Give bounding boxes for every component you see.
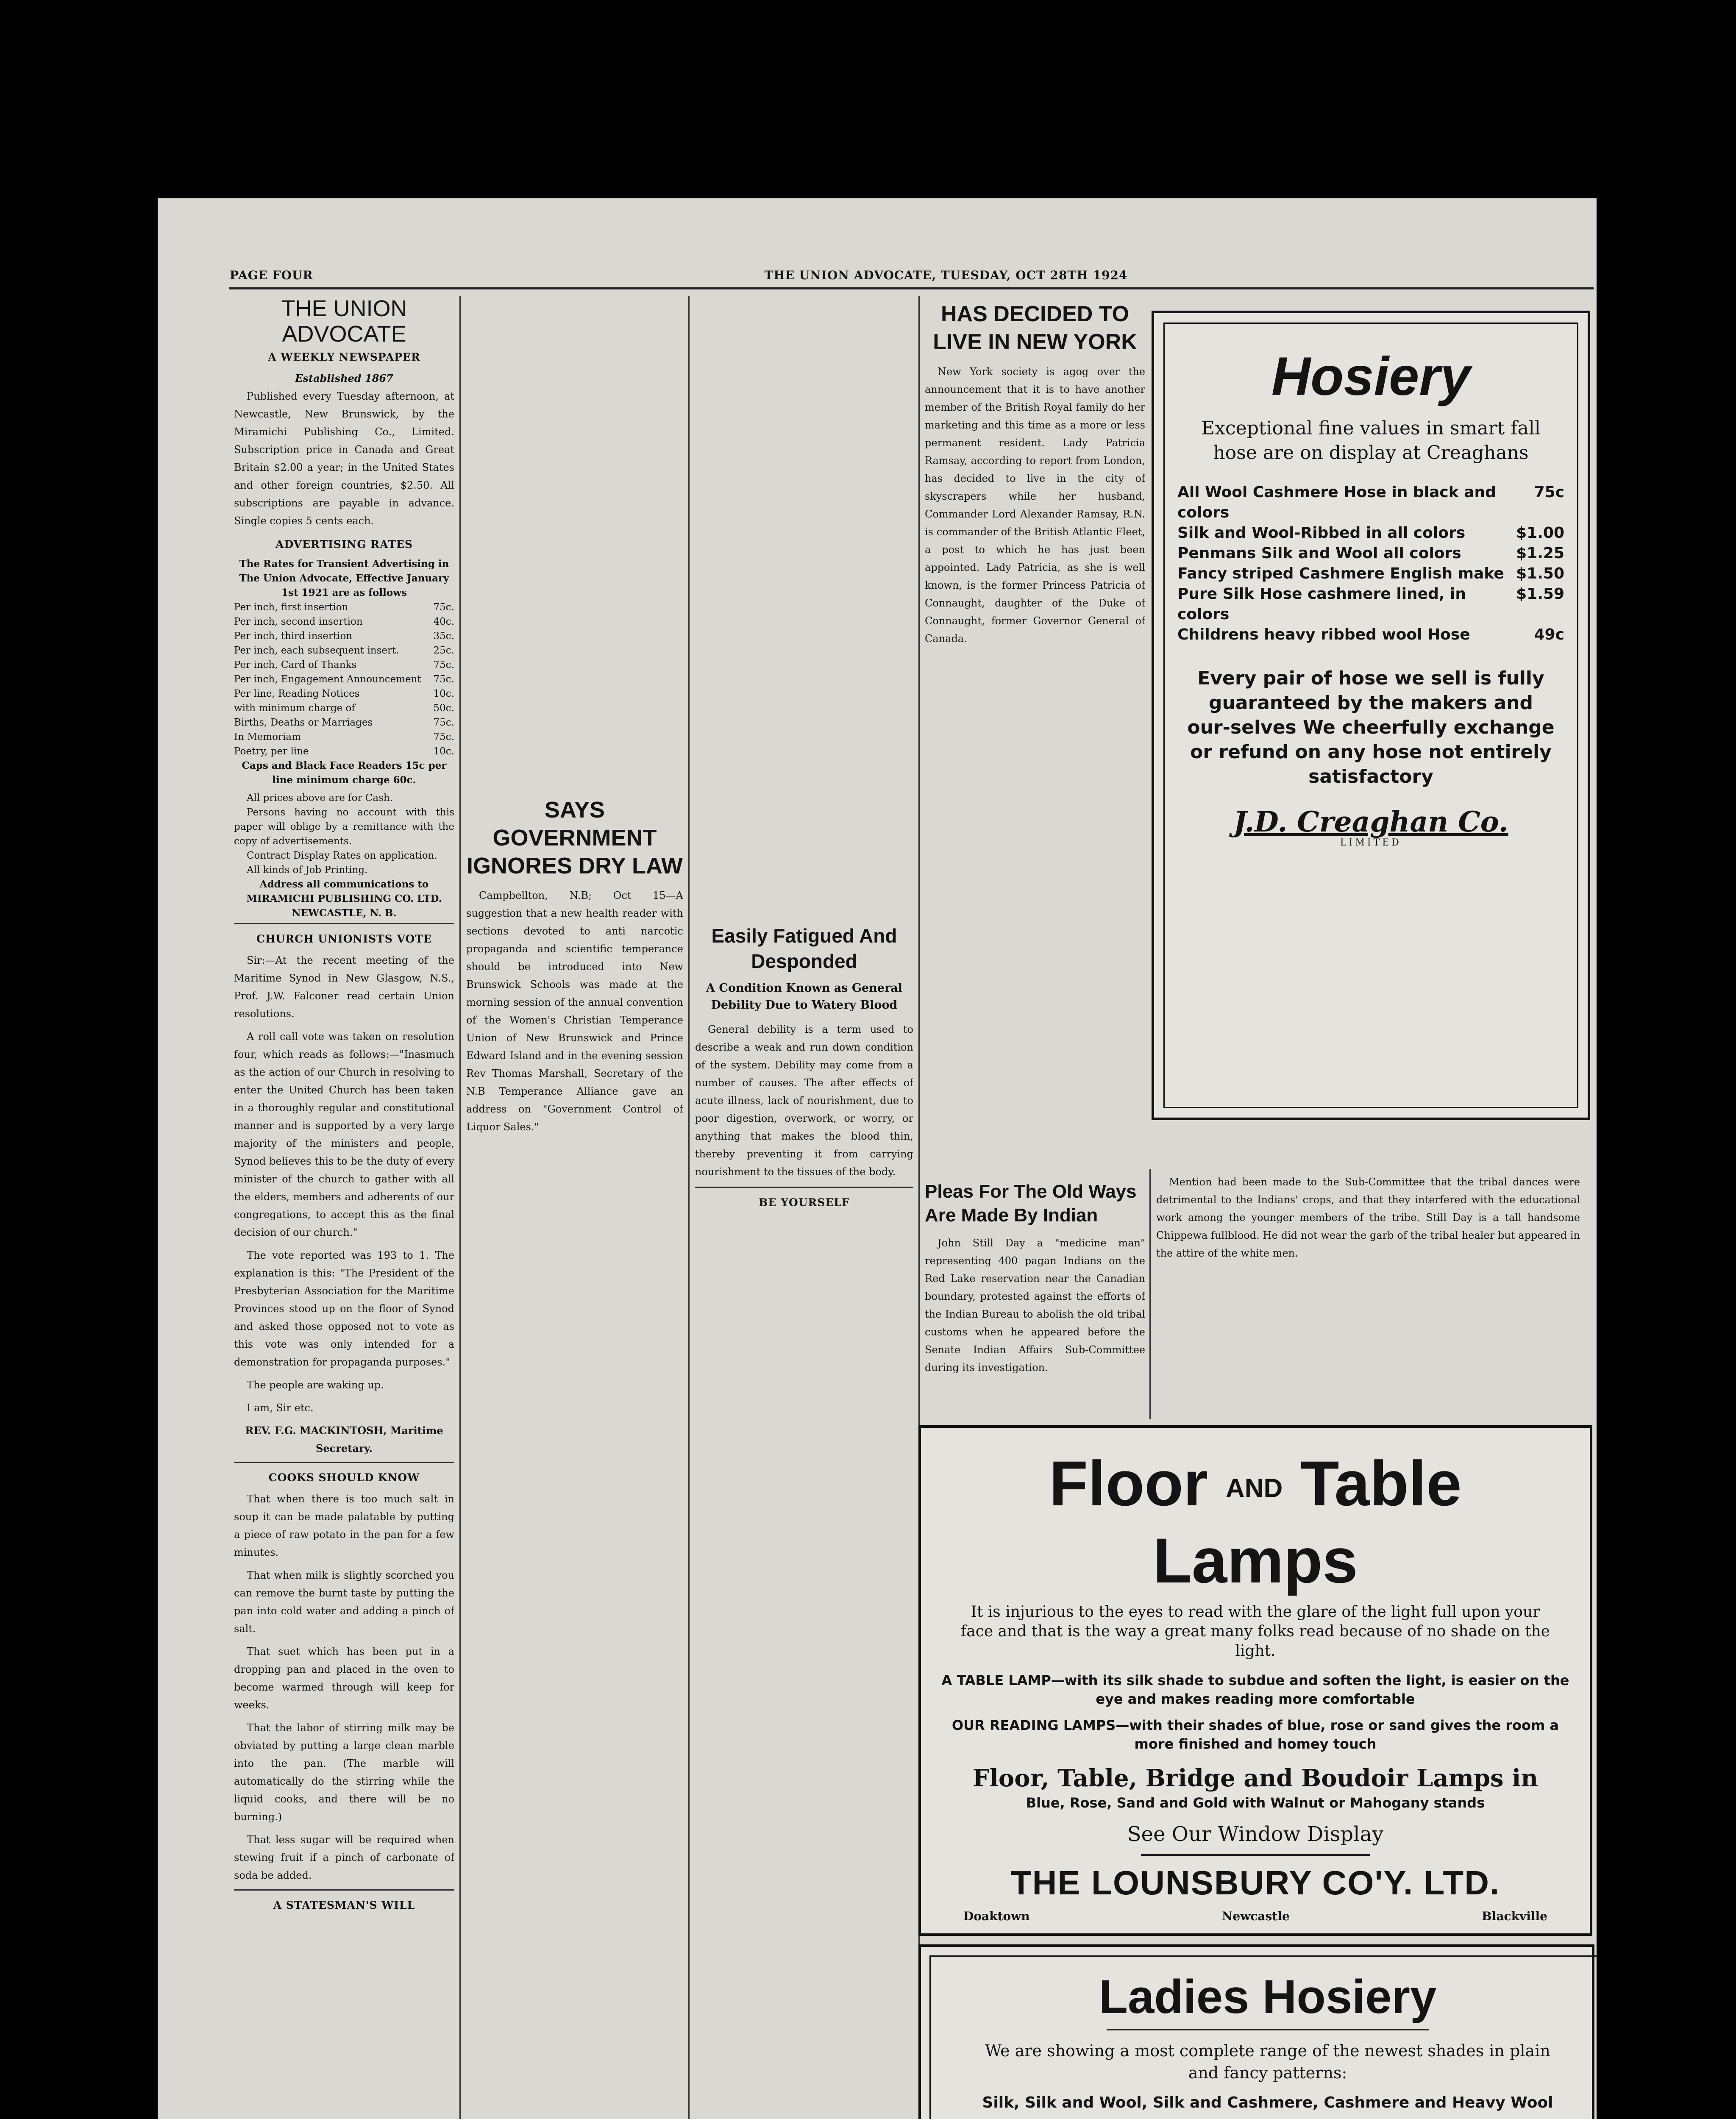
section-rule — [234, 1889, 454, 1891]
rates-notes: All prices above are for Cash. Persons having no account with this paper will oblige by a remittance with the copy of advertisements. Contract Display Rates on application. All kinds of Job Printing. — [234, 793, 454, 876]
store-signature-sub: LIMITED — [1340, 837, 1402, 848]
indian-article-col-1 — [925, 1177, 1145, 1415]
rate-row: Per inch, first insertion 75c. — [234, 602, 454, 613]
article-paragraph: I am, Sir etc. — [247, 1402, 314, 1414]
article-heading: A STATESMAN'S WILL — [273, 1899, 415, 1911]
company-name: THE LOUNSBURY CO'Y. LTD. — [1010, 1864, 1500, 1902]
deck: A Condition Known as General Debility Due to Watery Blood — [706, 982, 902, 1012]
rate-row: In Memoriam 75c. — [234, 731, 454, 742]
column-1 — [234, 296, 454, 2119]
lamp-colors: Blue, Rose, Sand and Gold with Walnut or Mahogany stands — [1026, 1795, 1485, 1811]
column-4 — [925, 296, 1145, 1160]
article-paragraph: Mention had been made to the Sub-Committee that the tribal dances were detrimental to the Indians' crops, and that they interfered with the educational work among the younger members of the tribe. Still Day is a tall handsome Chippewa fullblood. He did not wear the garb of the tribal healer but appeared in the attire of the white men. — [1156, 1176, 1580, 1259]
section-rule — [695, 1187, 913, 1188]
ad-title: Ladies Hosiery — [1099, 1970, 1437, 2023]
price-list — [1177, 482, 1564, 645]
price-row: Pure Silk Hose cashmere lined, in colors $1.59 — [1177, 585, 1564, 623]
article-paragraph: The people are waking up. — [247, 1379, 384, 1391]
article-paragraph: Sir:—At the recent meeting of the Maritime Synod in New Glasgow, N.S., Prof. J.W. Falconer read certain Union resolutions. — [234, 954, 454, 1020]
ad-title: Floor AND Table Lamps — [1049, 1448, 1462, 1596]
column-2 — [466, 792, 683, 2119]
lamps-intro: It is injurious to the eyes to read with the glare of the light full upon your face and that is the way a great many folks read because of no shade on the light. — [960, 1603, 1550, 1660]
rates-intro: The Rates for Transient Advertising in The Union Advocate, Effective January 1st 1921 are as follows — [239, 558, 449, 598]
table-lamp-copy: A TABLE LAMP—with its silk shade to subdue and soften the light, is easier on the eye and makes reading more comfortable — [941, 1672, 1569, 1707]
rate-row: with minimum charge of 50c. — [234, 703, 454, 714]
section-rule — [234, 923, 454, 924]
masthead-subtitle: A WEEKLY NEWSPAPER — [268, 351, 420, 363]
lamps-ad — [918, 1425, 1592, 1936]
article-paragraph: New York society is agog over the announcement that it is to have another member of the British Royal family do her marketing and this time as a more or less permanent resident. Lady Patricia Ramsay, according to report from London, has decided to live in the city of skyscrapers while her husband, Commander Lord Alexander Ramsay, R.N. is commander of the British Atlantic Fleet, a post to which he has just been appointed. Lady Patricia, as she is well known, is the former Princess Patricia of Connaught, daughter of the Duke of Connaught, former Governor General of Canada. — [925, 366, 1145, 645]
price-row: Fancy striped Cashmere English make $1.50 — [1177, 565, 1564, 582]
column-rule — [688, 296, 690, 2119]
rate-row: Per inch, third insertion 35c. — [234, 631, 454, 642]
article-paragraph: That suet which has been put in a dropping pan and placed in the oven to become warmed through will keep for weeks. — [234, 1646, 454, 1711]
rate-row: Per inch, second insertion 40c. — [234, 616, 454, 627]
store-signature: J.D. Creaghan Co. — [1233, 805, 1508, 838]
headline: Pleas For The Old Ways Are Made By Indian — [925, 1181, 1137, 1226]
masthead-title: THE UNION ADVOCATE — [281, 296, 407, 347]
ad-rule — [1141, 1854, 1370, 1856]
ad-title: Hosiery — [1271, 346, 1471, 407]
publisher-address: Address all communications to MIRAMICHI PUBLISHING CO. LTD. NEWCASTLE, N. B. — [246, 879, 442, 919]
rates-heading: ADVERTISING RATES — [275, 538, 413, 551]
rate-row: Per inch, Engagement Announcement 75c. — [234, 674, 454, 685]
page-label: PAGE FOUR — [230, 268, 313, 282]
article-paragraph: That less sugar will be required when stewing fruit if a pinch of carbonate of soda be added. — [234, 1834, 454, 1881]
established-line: Established 1867 — [295, 372, 393, 384]
rate-row: Per inch, Card of Thanks 75c. — [234, 659, 454, 670]
ad-rule — [1107, 2029, 1429, 2030]
ad-intro: We are showing a most complete range of the newest shades in plain and fancy patterns: — [985, 2041, 1550, 2082]
rate-row: Per inch, each subsequent insert. 25c. — [234, 645, 454, 656]
section-rule — [234, 1462, 454, 1463]
ad-subtitle: Exceptional fine values in smart fall hose are on display at Creaghans — [1201, 417, 1541, 464]
article-paragraph: A roll call vote was taken on resolution four, which reads as follows:—"Inasmuch as the action of our Church in resolving to enter the United Church has been taken in a thoroughly regular and constitutional manner and is supported by a very large majority of the ministers and people, Synod believes this to be the duty of every minister of the church to gather with all the elders, members and adherents of our congregations, to accept this as the final decision of our church." — [234, 1031, 454, 1238]
rates-table — [234, 600, 454, 759]
article-heading: COOKS SHOULD KNOW — [268, 1471, 420, 1484]
article-heading: CHURCH UNIONISTS VOTE — [256, 933, 432, 945]
column-3 — [695, 919, 913, 2119]
store-towns: Doaktown Newcastle Blackville — [963, 1909, 1547, 1924]
headline: Easily Fatigued And Desponded — [711, 925, 897, 972]
guarantee: Every pair of hose we sell is fully guaranteed by the makers and our-selves We cheerfully exchange or refund on any hose not entirely satisfactory — [1187, 667, 1555, 787]
rate-row: Births, Deaths or Marriages 75c. — [234, 717, 454, 728]
price-row: All Wool Cashmere Hose in black and colors 75c — [1177, 484, 1564, 521]
header-rule — [229, 287, 1594, 289]
rate-row: Per line, Reading Notices 10c. — [234, 688, 454, 699]
newspaper-page — [158, 198, 1597, 2119]
hose-types: Silk, Silk and Wool, Silk and Cashmere, Cashmere and Heavy Wool — [982, 2094, 1553, 2111]
article-paragraph: That the labor of stirring milk may be obviated by putting a large clean marble into the pan. (The marble will automatically do the stirring while the liquid cooks, and there will be no burning.) — [234, 1722, 454, 1823]
price-row: Penmans Silk and Wool all colors $1.25 — [1177, 545, 1564, 562]
article-heading: BE YOURSELF — [759, 1196, 850, 1209]
article-paragraph: The vote reported was 193 to 1. The explanation is this: "The President of the Presbyterian Association for the Maritime Provinces stood up on the floor of Synod and asked those opposed not to vote as this vote was only intended for a demonstration for propaganda purposes." — [234, 1249, 454, 1368]
masthead-intro: Published every Tuesday afternoon, at Newcastle, New Brunswick, by the Miramichi Publishing Co., Limited. Subscription price in Canada and Great Britain $2.00 a year; in the United States and other foreign countries, $2.50. All subscriptions are payable in advance. Single copies 5 cents each. — [234, 390, 454, 527]
article-paragraph: Campbellton, N.B; Oct 15—A suggestion that a new health reader with sections devoted to anti narcotic propaganda and scientific temperance should be introduced into New Brunswick Schools was made at the morning session of the annual convention of the Women's Christian Temperance Union of New Brunswick and Prince Edward Island and in the evening session Rev Thomas Marshall, Secretary of the N.B Temperance Alliance gave an address on "Government Control of Liquor Sales." — [466, 890, 683, 1133]
article-paragraph: That when milk is slightly scorched you can remove the burnt taste by putting the pan into cold water and adding a pinch of salt. — [234, 1569, 454, 1635]
column-rule — [1149, 1169, 1151, 1419]
rate-row: Poetry, per line 10c. — [234, 746, 454, 757]
article-paragraph: John Still Day a "medicine man" representing 400 pagan Indians on the Red Lake reservation near the Canadian boundary, protested against the efforts of the Indian Bureau to abolish the old tribal customs when he appeared before the Senate Indian Affairs Sub-Committee during its investigation. — [925, 1237, 1145, 1374]
price-row: Silk and Wool-Ribbed in all colors $1.00 — [1177, 524, 1564, 542]
price-row: Childrens heavy ribbed wool Hose 49c — [1177, 626, 1564, 643]
hosiery-ad-frame — [1163, 323, 1578, 1108]
lamp-range: Floor, Table, Bridge and Boudoir Lamps in — [972, 1764, 1538, 1793]
article-paragraph: That when there is too much salt in soup it can be made palatable by putting a piece of raw potato in the pan for a few minutes. — [234, 1493, 454, 1558]
signature: REV. F.G. MACKINTOSH, Maritime Secretary. — [245, 1424, 443, 1454]
ladies-hosiery-frame — [929, 1955, 1597, 2119]
reading-lamp-copy: OUR READING LAMPS—with their shades of blue, rose or sand gives the room a more finished and homey touch — [951, 1717, 1559, 1752]
article-paragraph: General debility is a term used to describe a weak and run down condition of the system. Debility may come from a number of causes. The after effects of acute illness, lack of nourishment, due to poor digestion, overwork, or worry, or anything that makes the blood thin, thereby preventing it from carrying nourishment to the tissues of the body. — [695, 1023, 913, 1178]
column-rule — [459, 296, 461, 2119]
ladies-hosiery-ad — [918, 1944, 1594, 2119]
indian-article-col-2 — [1156, 1173, 1580, 1415]
headline: HAS DECIDED TO LIVE IN NEW YORK — [933, 302, 1137, 354]
rates-note: Caps and Black Face Readers 15c per line minimum charge 60c. — [242, 760, 447, 786]
window-display: See Our Window Display — [1127, 1822, 1384, 1846]
headline: SAYS GOVERNMENT IGNORES DRY LAW — [466, 797, 683, 879]
hosiery-ad — [1152, 311, 1590, 1120]
running-head: THE UNION ADVOCATE, TUESDAY, OCT 28TH 1924 — [764, 268, 1128, 282]
